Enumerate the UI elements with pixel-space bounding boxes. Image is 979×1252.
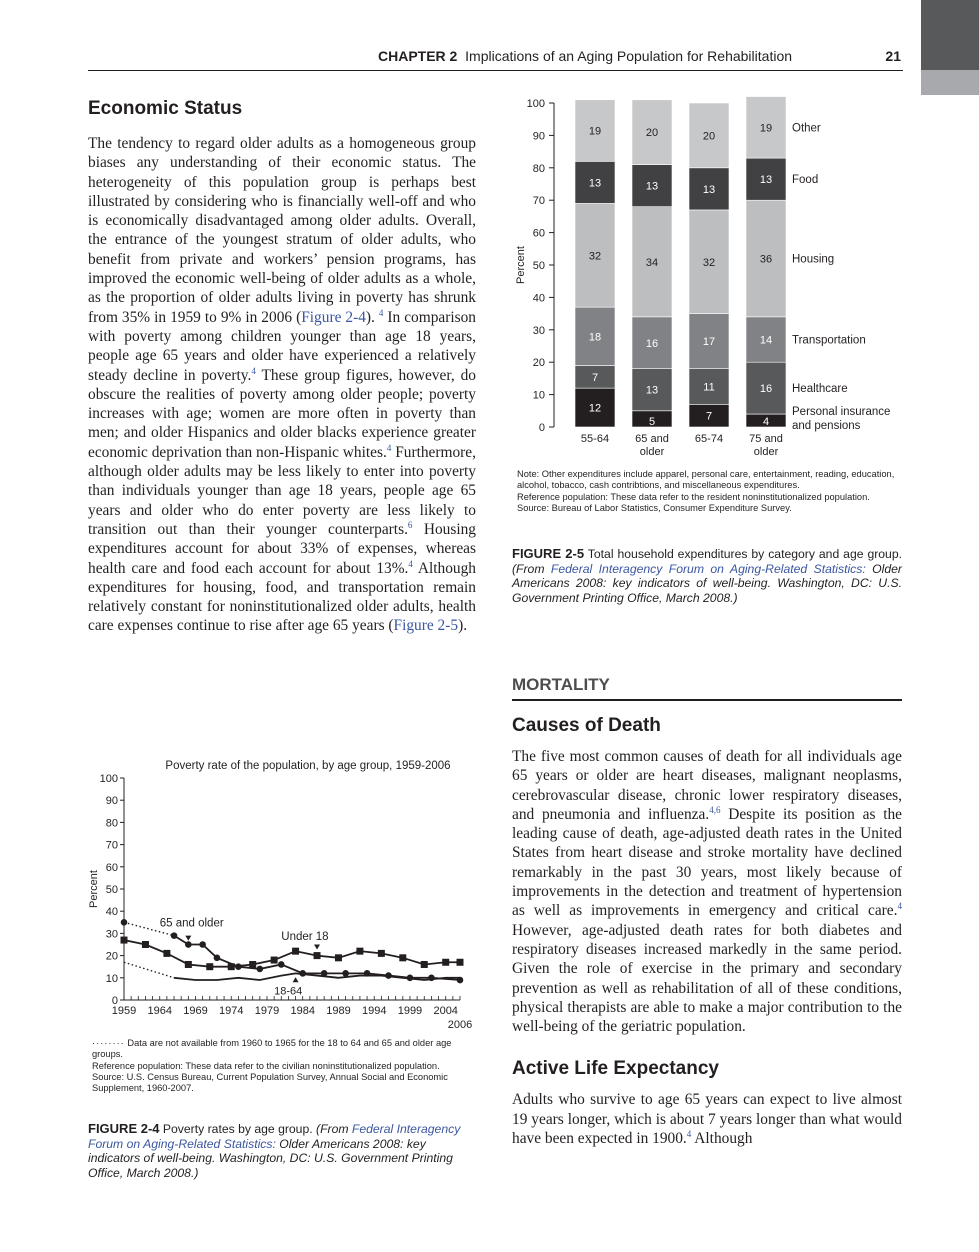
x-tick-label: 65-74: [694, 433, 724, 445]
mortality-section-heading: MORTALITY: [512, 675, 902, 701]
right-column: [512, 675, 902, 1148]
data-label: 14: [759, 334, 773, 347]
series-annotation: 18-64: [274, 985, 303, 998]
causes-of-death-paragraph: [512, 747, 902, 1036]
data-point: [399, 954, 406, 961]
left-column: [88, 98, 476, 636]
data-label: 13: [645, 384, 659, 397]
figure-2-4-link[interactable]: Figure 2-4: [301, 308, 366, 326]
x-tick-label: 1999: [397, 1005, 423, 1017]
data-point: [249, 961, 256, 968]
data-point: [314, 952, 321, 959]
chart-title: Poverty rate of the population, by age group, 1959-2006: [165, 760, 451, 772]
active-life-expectancy-heading: Active Life Expectancy: [512, 1058, 719, 1080]
data-label: 7: [705, 410, 713, 423]
data-label: 18: [588, 331, 602, 344]
x-tick-label: 1979: [254, 1005, 280, 1017]
y-tick-label: 100: [526, 98, 545, 110]
x-tick-label: 75 and: [749, 433, 783, 445]
data-label: 17: [702, 336, 716, 349]
x-tick-label: 1964: [147, 1005, 172, 1017]
figure-label: FIGURE 2-4: [88, 1121, 160, 1136]
text-run: Although: [691, 1130, 753, 1148]
data-point: [199, 941, 206, 948]
data-point: [356, 948, 363, 955]
y-tick-label: 50: [105, 884, 118, 896]
series-label: Other: [792, 122, 821, 135]
annotation-arrow: [293, 977, 299, 982]
series-line: [124, 940, 460, 967]
figure-label: FIGURE 2-5: [512, 546, 585, 561]
caption-text: Older Americans 2008: key indicators of well-being. Washington, DC: U.S. Government Printing Office, March 2008.): [88, 1136, 453, 1180]
data-label: 12: [588, 402, 602, 415]
text-run: ).: [458, 617, 468, 635]
data-point: [142, 941, 149, 948]
series-annotation: 65 and older: [159, 917, 224, 930]
citation[interactable]: 4: [897, 901, 902, 912]
figure-note: Reference population: These data refer to the resident noninstitutionalized population.: [517, 491, 870, 502]
y-tick-label: 10: [532, 389, 545, 402]
text-run: Adults who survive to age 65 years can expect to live almost 19 years longer, which is about 7 years longer than what would have been expected in 1900.: [512, 1091, 902, 1148]
x-tick-label: 2006: [447, 1019, 473, 1031]
data-point: [271, 957, 278, 964]
series-label: Transportation: [792, 334, 866, 347]
citation[interactable]: 4: [408, 558, 413, 569]
figure-note-text: Data are not available from 1960 to 1965 for the 18 to 64 and 65 and older age groups.: [92, 1038, 452, 1060]
economic-status-heading: Economic Status: [88, 98, 243, 119]
series-line-dotted: [124, 962, 174, 978]
text-run: Despite its position as the leading cause of death, age-adjusted death rates in the United States from heart disease and stroke mortality have declined remarkably in the past 30 years, most likely because of improvements in the detection and treatment of hypertension as well as improvements in emergency and critical care.: [512, 805, 902, 920]
caption-text: Older Americans 2008: key indicators of well-being. Washington, DC: U.S. Government Printing Office, March 2008.): [512, 561, 902, 605]
data-point: [171, 932, 178, 939]
series-label: Food: [792, 174, 819, 187]
x-tick-label: 1989: [326, 1005, 351, 1017]
x-tick-label: older: [753, 446, 779, 458]
annotation-arrow: [314, 945, 320, 950]
chapter-tab-light: [921, 70, 979, 95]
series-line: [174, 973, 460, 980]
text-run: The five most common causes of death for all individuals age 65 years or older are heart diseases, malignant neoplasms, cerebrovascular disease, chronic lower respiratory diseases, and pneumonia and influenza.: [512, 748, 902, 823]
text-run: However, age-adjusted death rates for both diabetes and respiratory diseases increased markedly in the same period. Given the role of exercise in the primary and secondary prevention as well as rehabilitation of all of these conditions, physical therapists are able to make a major contribution to the well-being of the geriatric population.: [512, 921, 902, 1036]
y-tick-label: 20: [105, 950, 118, 963]
figure-note: Note: Other expenditures include apparel, personal care, entertainment, reading, education, alcohol, tobacco, cash contribtions, and miscellaneous expenditures.: [517, 469, 895, 491]
citation[interactable]: 4,6: [709, 804, 721, 815]
data-point: [185, 941, 192, 948]
data-point: [421, 961, 428, 968]
y-tick-label: 80: [105, 817, 118, 830]
active-life-expectancy-paragraph: [512, 1090, 902, 1148]
x-tick-label: 1969: [183, 1005, 208, 1017]
data-label: 13: [645, 180, 659, 193]
x-tick-label: 65 and: [635, 433, 669, 445]
x-tick-label: older: [639, 446, 665, 458]
x-tick-label: 1974: [218, 1005, 244, 1017]
data-point: [378, 950, 385, 957]
data-label: 4: [762, 416, 770, 428]
data-point: [335, 954, 342, 961]
data-label: 19: [588, 125, 602, 138]
text-run: In comparison with poverty among children younger than age 18 years, people age 65 years and older have experienced a relatively steady decline in poverty.: [88, 308, 477, 384]
x-tick-label: 55-64: [580, 433, 610, 445]
data-point: [185, 961, 192, 968]
y-tick-label: 70: [105, 839, 118, 852]
y-tick-label: 90: [105, 795, 118, 808]
chapter-heading: [378, 48, 792, 64]
caption-text: (From: [316, 1122, 352, 1136]
figure-2-4-chart: [84, 752, 480, 1035]
figure-2-5-notes: [517, 469, 902, 514]
data-label: 5: [648, 416, 656, 428]
series-label: Healthcare: [792, 383, 848, 396]
y-tick-label: 0: [111, 995, 118, 1007]
figure-note: Source: Bureau of Labor Statistics, Consumer Expenditure Survey.: [517, 502, 792, 513]
economic-status-paragraph: [88, 134, 476, 636]
data-point: [163, 950, 170, 957]
series-label: and pensions: [792, 420, 861, 433]
figure-note: ········ Data are not available from 1960 to 1965 for the 18 to 64 and 65 and older age groups.: [92, 1038, 452, 1060]
y-tick-label: 40: [105, 906, 118, 919]
text-run: The tendency to regard older adults as a homogeneous group biases any understanding of their economic status. The heterogeneity of this population group is perhaps best illustrated by considering who is financially well-off and who is economically disadvantaged among older adults. Overall, the entrance of the youngest stratum of older adults, who benefit from private and workers’ pension programs, has improved the economic well-being of older adults as a whole, as the proportion of older adults living in poverty has shrunk from 35% in 1959 to 9% in 2006 (: [88, 135, 476, 326]
y-axis-label: Percent: [515, 246, 527, 284]
y-tick-label: 40: [532, 292, 545, 305]
y-tick-label: 10: [105, 972, 118, 985]
data-label: 11: [703, 381, 715, 394]
data-point: [342, 970, 349, 977]
text-run: These group figures, however, do obscure the realities of poverty among older people; poverty increases with age; women are more often in poverty than men; and older Hispanics and older blacks experience greater economic deprivation than non-Hispanic whites.: [88, 366, 476, 461]
data-point: [121, 919, 128, 926]
y-tick-label: 50: [532, 260, 545, 272]
y-tick-label: 30: [532, 324, 545, 337]
annotation-arrow: [185, 936, 191, 941]
data-label: 13: [588, 177, 602, 190]
data-label: 7: [591, 371, 599, 384]
data-point: [442, 959, 449, 966]
x-tick-label: 2004: [433, 1005, 458, 1017]
series-annotation: Under 18: [281, 931, 329, 944]
chapter-label: CHAPTER 2: [378, 48, 458, 64]
x-tick-label: 1959: [111, 1005, 137, 1017]
y-tick-label: 30: [105, 928, 118, 941]
citation[interactable]: 4: [686, 1128, 692, 1139]
caption-text: (From: [512, 561, 551, 576]
data-point: [121, 937, 128, 944]
text-run: Housing expenditures account for about 33% of expenses, whereas health care and food each account for about 13%.: [88, 520, 476, 577]
data-label: 36: [759, 253, 773, 266]
figure-2-5-link[interactable]: Figure 2-5: [393, 617, 459, 635]
text-run: Although expenditures for housing, food, and transportation remain relatively constant for noninstitutionalized older adults, health care expenses continue to rise after age 65 years (: [88, 559, 476, 635]
data-point: [292, 948, 299, 955]
citation[interactable]: 4: [378, 307, 384, 318]
causes-of-death-heading: Causes of Death: [512, 715, 661, 736]
figure-note: Reference population: These data refer to the civilian noninstitutionalized population.: [92, 1060, 440, 1071]
caption-link[interactable]: Federal Interagency Forum on Aging-Related Statistics:: [88, 1122, 461, 1151]
chapter-title: Implications of an Aging Population for Rehabilitation: [465, 48, 793, 64]
x-tick-label: 1984: [290, 1005, 315, 1017]
chapter-tab-dark: [921, 0, 979, 70]
data-point: [278, 961, 285, 968]
data-label: 16: [759, 383, 773, 396]
caption-text: Total household expenditures by category and age group.: [584, 547, 902, 561]
data-label: 13: [759, 174, 773, 187]
data-label: 32: [588, 250, 602, 263]
figure-note: Source: U.S. Census Bureau, Current Population Survey, Annual Social and Economic Supplement, 1960-2007.: [92, 1071, 448, 1094]
data-point: [457, 959, 464, 966]
figure-2-4-caption: [88, 1122, 476, 1180]
data-label: 32: [702, 256, 716, 269]
data-point: [206, 963, 213, 970]
series-label: Personal insurance: [792, 406, 891, 419]
y-tick-label: 20: [532, 357, 545, 370]
text-run: Furthermore, although older adults may be less likely to enter into poverty than individuals younger than age 18 years, people age 65 years and older who do enter poverty are less likely to transition out than their younger counterparts.: [88, 443, 476, 538]
running-head: [88, 48, 903, 71]
y-tick-label: 60: [105, 861, 118, 874]
caption-text: Poverty rates by age group.: [159, 1122, 317, 1136]
data-point: [228, 963, 235, 970]
x-tick-label: 1994: [361, 1005, 387, 1017]
y-tick-label: 100: [99, 773, 118, 785]
data-label: 20: [702, 130, 716, 143]
y-tick-label: 80: [532, 162, 545, 175]
y-tick-label: 0: [538, 422, 545, 434]
y-tick-label: 70: [532, 195, 545, 208]
data-point: [257, 966, 264, 973]
series-label: Housing: [792, 253, 835, 266]
data-label: 34: [645, 256, 659, 269]
text-run: ).: [365, 308, 379, 326]
citation[interactable]: 4: [251, 365, 256, 376]
y-axis-label: Percent: [88, 870, 100, 908]
figure-2-5-chart: [508, 92, 908, 467]
data-point: [214, 955, 221, 962]
data-label: 16: [645, 337, 659, 350]
caption-link[interactable]: Federal Interagency Forum on Aging-Related Statistics:: [550, 561, 866, 576]
figure-2-5-caption: [512, 547, 902, 605]
citation[interactable]: 4: [386, 442, 392, 453]
data-label: 19: [759, 122, 773, 135]
y-tick-label: 60: [532, 227, 545, 240]
citation[interactable]: 6: [407, 519, 413, 530]
data-label: 13: [702, 183, 716, 196]
data-label: 20: [645, 127, 659, 140]
y-tick-label: 90: [532, 130, 545, 143]
page-number: 21: [885, 48, 901, 64]
figure-2-4-notes: [92, 1038, 476, 1094]
